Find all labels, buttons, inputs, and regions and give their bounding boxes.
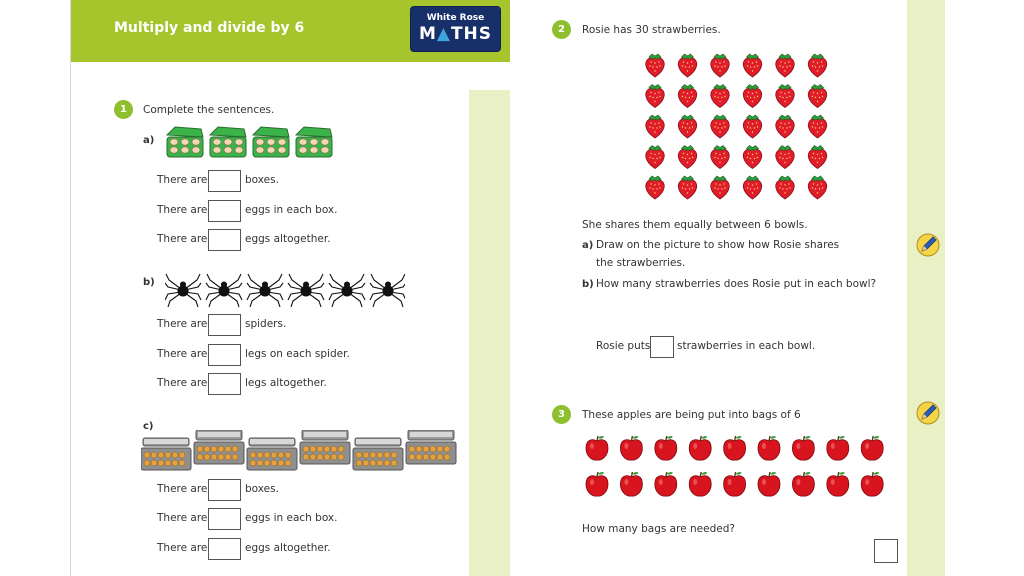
apple-icon — [827, 436, 849, 460]
pencil-icon — [915, 400, 941, 426]
spider-icon — [247, 274, 283, 307]
question-1-prompt: Complete the sentences. — [143, 104, 275, 116]
strawberry-icon — [646, 85, 664, 108]
strawberry-icon — [743, 85, 761, 108]
strawberry-icon — [646, 115, 664, 138]
margin-stripe — [469, 90, 511, 576]
page-title: Multiply and divide by 6 — [114, 20, 305, 36]
apple-icon — [586, 472, 608, 496]
strawberry-icon — [743, 115, 761, 138]
answer-box[interactable] — [208, 508, 241, 530]
egg-box-icon — [210, 127, 246, 157]
egg-carton-icon-row — [141, 430, 457, 474]
part-b-label: b) — [143, 277, 155, 288]
q2-share-text: She shares them equally between 6 bowls. — [582, 219, 808, 231]
apple-icon — [586, 436, 608, 460]
apple-icon — [861, 472, 883, 496]
title-bar — [71, 0, 511, 62]
strawberry-icon — [776, 115, 794, 138]
spider-icon-row — [165, 272, 405, 308]
apple-icon — [655, 472, 677, 496]
egg-box-icon-row — [165, 125, 337, 161]
answer-box[interactable] — [208, 373, 241, 395]
apple-icon — [620, 472, 642, 496]
strawberry-icon — [776, 146, 794, 169]
margin-stripe — [907, 0, 945, 576]
egg-box-icon — [253, 127, 289, 157]
spider-icon — [165, 274, 201, 307]
strawberry-icon — [678, 85, 696, 108]
answer-box[interactable] — [208, 538, 241, 560]
strawberry-icon — [808, 176, 826, 199]
left-page: Multiply and divide by 6 White Rose M▲THS 1 Complete the sentences. a) There are boxes. There are eggs in each box. There are eggs altogether. b) There are spiders. There are legs on each spider. There are legs altogether. c) There are boxes. There are eggs in each box. There are eggs altogether. — [70, 0, 510, 576]
apple-icon — [689, 472, 711, 496]
answer-box[interactable] — [650, 336, 674, 358]
right-page — [510, 0, 945, 576]
q2-answer-sentence: Rosie puts strawberries in each bowl. — [596, 336, 836, 358]
apple-icon — [792, 436, 814, 460]
egg-carton-icon — [353, 438, 403, 470]
question-1-number: 1 — [114, 100, 133, 119]
strawberry-icon — [808, 85, 826, 108]
strawberry-icon — [711, 176, 729, 199]
egg-carton-icon — [300, 430, 350, 464]
question-3-text: How many bags are needed? — [582, 523, 735, 535]
strawberry-icon — [808, 54, 826, 77]
strawberry-icon — [646, 146, 664, 169]
answer-box[interactable] — [208, 314, 241, 336]
strawberry-icon — [646, 54, 664, 77]
strawberry-icon — [678, 54, 696, 77]
apple-icon — [689, 436, 711, 460]
answer-box[interactable] — [208, 479, 241, 501]
apple-icon — [655, 436, 677, 460]
strawberry-icon — [808, 115, 826, 138]
strawberry-icon — [711, 115, 729, 138]
apple-icon — [620, 436, 642, 460]
apple-icon — [724, 472, 746, 496]
pencil-icon — [915, 232, 941, 258]
strawberry-icon — [808, 146, 826, 169]
q2-part-b-text: How many strawberries does Rosie put in each bowl? — [596, 278, 877, 290]
egg-box-icon — [167, 127, 203, 157]
q2-part-a-line-1: Draw on the picture to show how Rosie shares — [596, 239, 840, 251]
spider-icon — [329, 274, 365, 307]
strawberry-icon — [743, 54, 761, 77]
spider-icon — [288, 274, 324, 307]
logo-line-1: White Rose — [426, 13, 485, 23]
strawberry-icon — [711, 146, 729, 169]
strawberry-icon — [711, 54, 729, 77]
strawberry-icon — [678, 146, 696, 169]
spider-icon — [206, 274, 242, 307]
egg-carton-icon — [247, 438, 297, 470]
strawberry-icon — [711, 85, 729, 108]
strawberry-icon — [743, 146, 761, 169]
question-3-prompt: These apples are being put into bags of 6 — [582, 409, 801, 421]
apple-icon — [758, 472, 780, 496]
q2-part-a-label: a) — [582, 240, 594, 251]
egg-carton-icon — [406, 430, 456, 464]
apple-icon — [861, 436, 883, 460]
part-a-label: a) — [143, 135, 155, 146]
question-3-number: 3 — [552, 405, 571, 424]
apple-icon — [758, 436, 780, 460]
logo-line-2: M▲THS — [418, 24, 493, 44]
apple-grid — [584, 434, 890, 502]
strawberry-icon — [678, 176, 696, 199]
spider-icon — [370, 274, 405, 307]
egg-carton-icon — [194, 430, 244, 464]
part-c-label: c) — [143, 421, 154, 432]
question-2-prompt: Rosie has 30 strawberries. — [582, 24, 721, 36]
apple-icon — [792, 472, 814, 496]
q2-part-b-label: b) — [582, 279, 594, 290]
strawberry-icon — [776, 85, 794, 108]
answer-box[interactable] — [208, 229, 241, 251]
question-2-number: 2 — [552, 20, 571, 39]
egg-carton-icon — [141, 438, 191, 470]
answer-box[interactable] — [208, 170, 241, 192]
white-rose-maths-logo — [410, 6, 501, 52]
strawberry-grid[interactable] — [644, 52, 832, 202]
answer-box[interactable] — [208, 344, 241, 366]
strawberry-icon — [776, 176, 794, 199]
strawberry-icon — [776, 54, 794, 77]
apple-icon — [724, 436, 746, 460]
egg-box-icon — [296, 127, 332, 157]
strawberry-icon — [646, 176, 664, 199]
q2-part-a-line-2: the strawberries. — [596, 257, 686, 269]
apple-icon — [827, 472, 849, 496]
answer-box[interactable] — [208, 200, 241, 222]
answer-box[interactable] — [874, 539, 898, 563]
strawberry-icon — [678, 115, 696, 138]
strawberry-icon — [743, 176, 761, 199]
